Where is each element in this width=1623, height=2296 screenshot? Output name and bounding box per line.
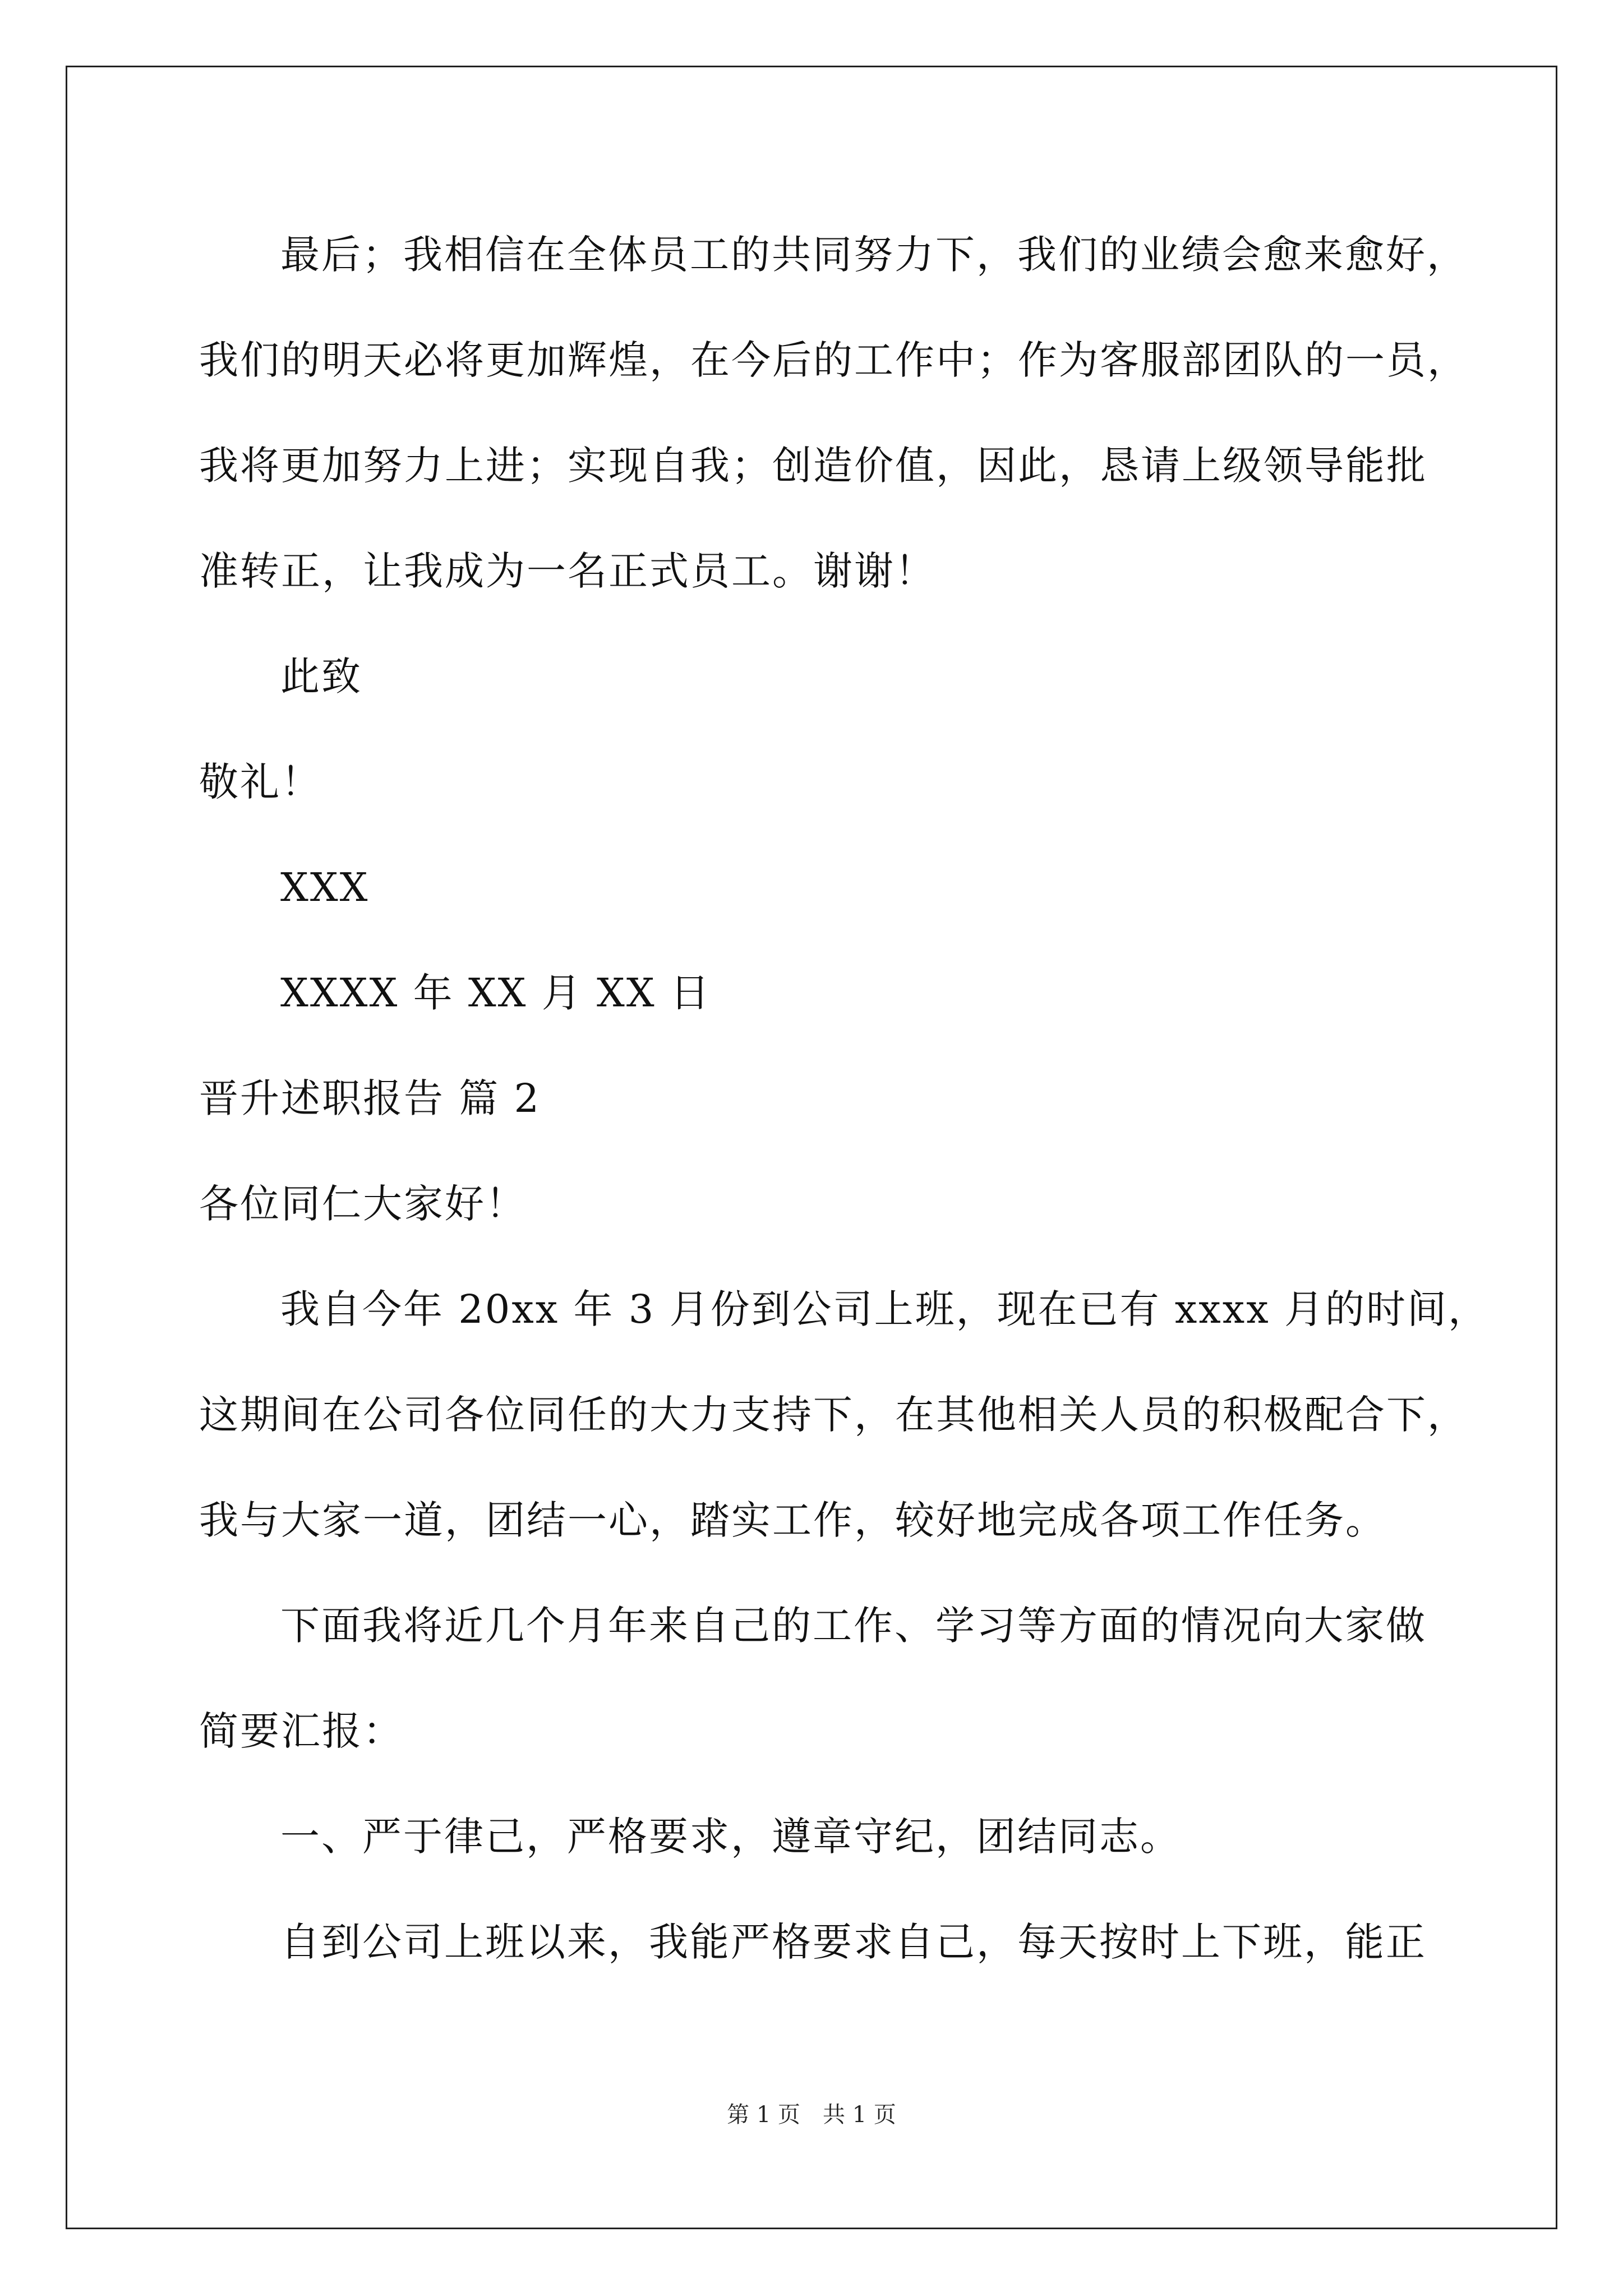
paragraph-line: 准转正，让我成为一名正式员工。谢谢！	[199, 548, 936, 594]
paragraph-line: 这期间在公司各位同任的大力支持下，在其他相关人员的积极配合下，	[199, 1392, 1468, 1438]
greeting: 各位同仁大家好！	[199, 1181, 527, 1227]
document-body	[199, 202, 1489, 1995]
paragraph-line: 我自今年 20xx 年 3 月份到公司上班，现在已有 xxxx 月的时间，	[280, 1286, 1489, 1332]
closing-regards: 敬礼！	[199, 759, 322, 805]
paragraph-line: 最后；我相信在全体员工的共同努力下，我们的业绩会愈来愈好，	[280, 232, 1468, 278]
signature-name: XXX	[280, 864, 370, 910]
paragraph-line: 自到公司上班以来，我能严格要求自己，每天按时上下班，能正	[280, 1919, 1427, 1965]
paragraph-line: 简要汇报：	[199, 1708, 404, 1754]
page-footer: 第 1 页 共 1 页	[727, 2102, 896, 2128]
paragraph-line: 我将更加努力上进；实现自我；创造价值，因此，恳请上级领导能批	[199, 443, 1427, 489]
closing-salutation: 此致	[280, 654, 362, 700]
paragraph-line: 下面我将近几个月年来自己的工作、学习等方面的情况向大家做	[280, 1603, 1427, 1649]
paragraph-line: 我们的明天必将更加辉煌，在今后的工作中；作为客服部团队的一员，	[199, 337, 1468, 383]
section-heading: 晋升述职报告 篇 2	[199, 1075, 541, 1121]
paragraph-line: 我与大家一道，团结一心，踏实工作，较好地完成各项工作任务。	[199, 1497, 1386, 1543]
signature-date: XXXX 年 XX 月 XX 日	[280, 970, 711, 1016]
subsection-heading: 一、严于律己，严格要求，遵章守纪，团结同志。	[280, 1814, 1181, 1860]
